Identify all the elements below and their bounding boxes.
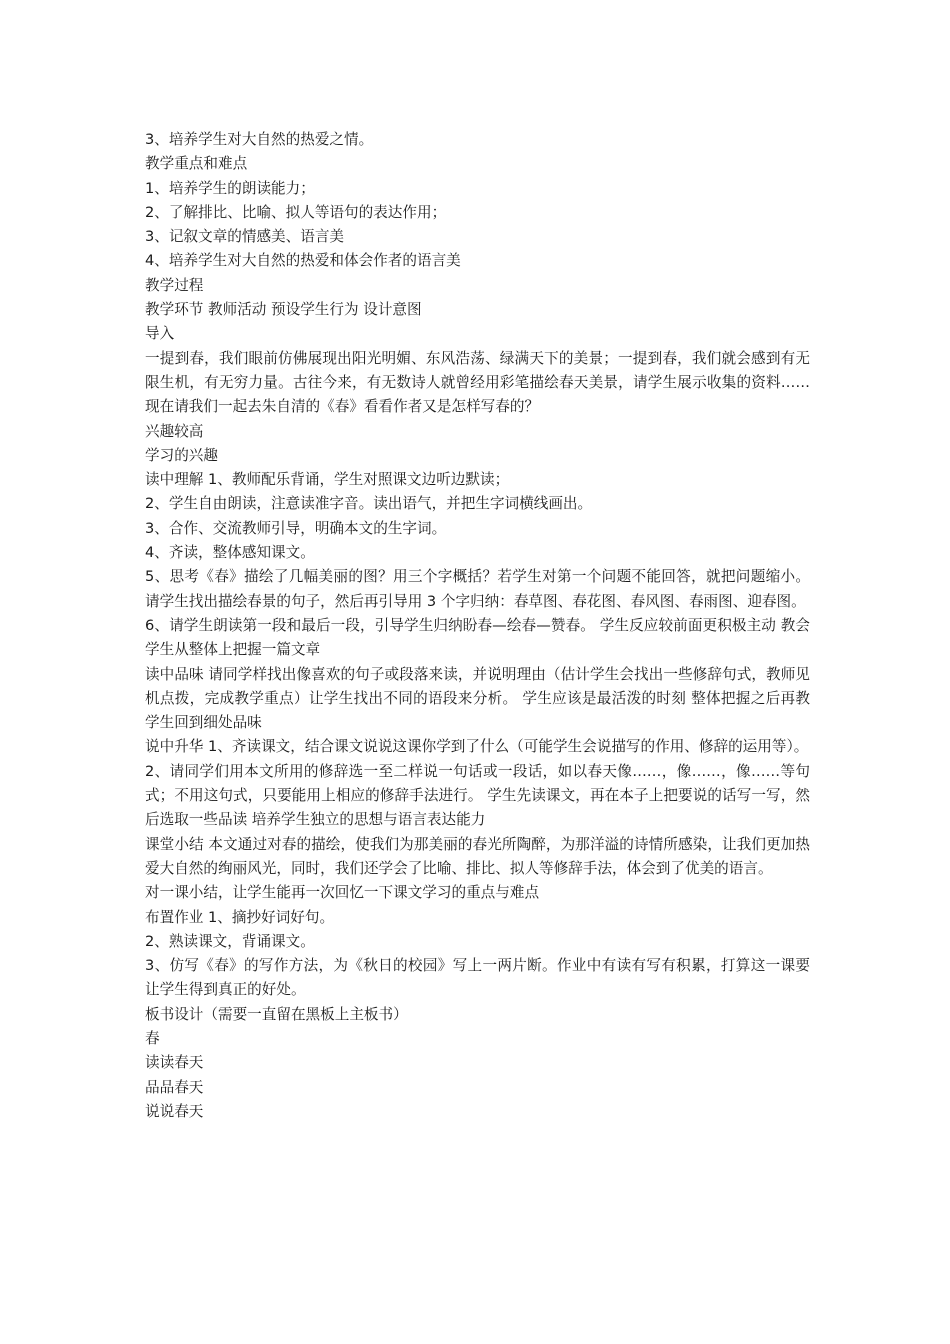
reading-step-6: 6、请学生朗读第一段和最后一段，引导学生归纳盼春—绘春—赞春。 学生反应较前面更积极主动 教会学生从整体上把握一篇文章 [145, 616, 810, 659]
key-point-3: 3、记叙文章的情感美、语言美 [145, 228, 345, 246]
summary-paragraph: 课堂小结 本文通过对春的描绘，使我们为那美丽的春光所陶醉，为那洋溢的诗情所感染，让我们更加热爱大自然的绚丽风光，同时，我们还学会了比喻、排比、拟人等修辞手法，体会到了优美的语言。 [145, 835, 810, 877]
speaking-step-1: 说中升华 1、齐读课文，结合课文说说这课你学到了什么（可能学生会说描写的作用、修辞的运用等）。 [145, 738, 809, 756]
board-title: 春 [145, 1029, 160, 1047]
board-item-savor: 品品春天 [145, 1078, 204, 1096]
summary-intent: 对一课小结，让学生能再一次回忆一下课文学习的重点与难点 [145, 884, 540, 902]
key-point-1: 1、培养学生的朗读能力； [145, 179, 315, 197]
homework-3: 3、仿写《春》的写作方法，为《秋日的校园》写上一两片断。作业中有读有写有积累，打算这一课要让学生得到真正的好处。 [145, 957, 810, 999]
speaking-step-2: 2、请同学们用本文所用的修辞选一至二样说一句话或一段话，如以春天像……，像……，像……等句式；不用这句式，只要能用上相应的修辞手法进行。 学生先读课文，再在本子上把要说的话写一写，然后选取一些品读 培养学生独立的思想与语言表达能力 [145, 762, 810, 829]
appreciation-paragraph: 读中品味 请同学样找出像喜欢的句子或段落来读，并说明理由（估计学生会找出一些修辞句式，教师见机点拨，完成教学重点）让学生找出不同的语段来分析。 学生应该是最活泼的时刻 整体把握之后再教学生回到细处品味 [145, 665, 810, 732]
process-table-header: 教学环节 教师活动 预设学生行为 设计意图 [145, 301, 422, 319]
key-point-4: 4、培养学生对大自然的热爱和体会作者的语言美 [145, 252, 461, 270]
section-heading-process: 教学过程 [145, 276, 204, 294]
stage-intro-label: 导入 [145, 325, 175, 343]
board-item-read: 读读春天 [145, 1054, 204, 1072]
homework-2: 2、熟读课文，背诵课文。 [145, 932, 315, 950]
board-item-speak: 说说春天 [145, 1102, 204, 1120]
intro-design-intent: 学习的兴趣 [145, 446, 218, 464]
document-body [145, 128, 810, 1124]
board-design-heading: 板书设计（需要一直留在黑板上主板书） [145, 1005, 408, 1023]
reading-step-1: 读中理解 1、教师配乐背诵，学生对照课文边听边默读； [145, 471, 510, 489]
key-point-2: 2、了解排比、比喻、拟人等语句的表达作用； [145, 203, 447, 221]
section-heading-key-points: 教学重点和难点 [145, 155, 248, 173]
reading-step-2: 2、学生自由朗读，注意读准字音。读出语气，并把生字词横线画出。 [145, 495, 593, 513]
reading-step-3: 3、合作、交流教师引导，明确本文的生字词。 [145, 519, 447, 537]
homework-1: 布置作业 1、摘抄好词好句。 [145, 908, 335, 926]
intro-student-behavior: 兴趣较高 [145, 422, 204, 440]
objective-3: 3、培养学生对大自然的热爱之情。 [145, 131, 374, 148]
intro-paragraph: 一提到春，我们眼前仿佛展现出阳光明媚、东风浩荡、绿满天下的美景；一提到春，我们就会感到有无限生机，有无穷力量。古往今来，有无数诗人就曾经用彩笔描绘春天美景，请学生展示收集的资料……现在请我们一起去朱自清的《春》看看作者又是怎样写春的？ [145, 349, 810, 416]
reading-step-4: 4、齐读，整体感知课文。 [145, 544, 315, 562]
reading-step-5: 5、思考《春》描绘了几幅美丽的图？用三个字概括？若学生对第一个问题不能回答，就把问题缩小。请学生找出描绘春景的句子，然后再引导用 3 个字归纳：春草图、春花图、春风图、春雨图、迎春图。 [145, 568, 810, 610]
